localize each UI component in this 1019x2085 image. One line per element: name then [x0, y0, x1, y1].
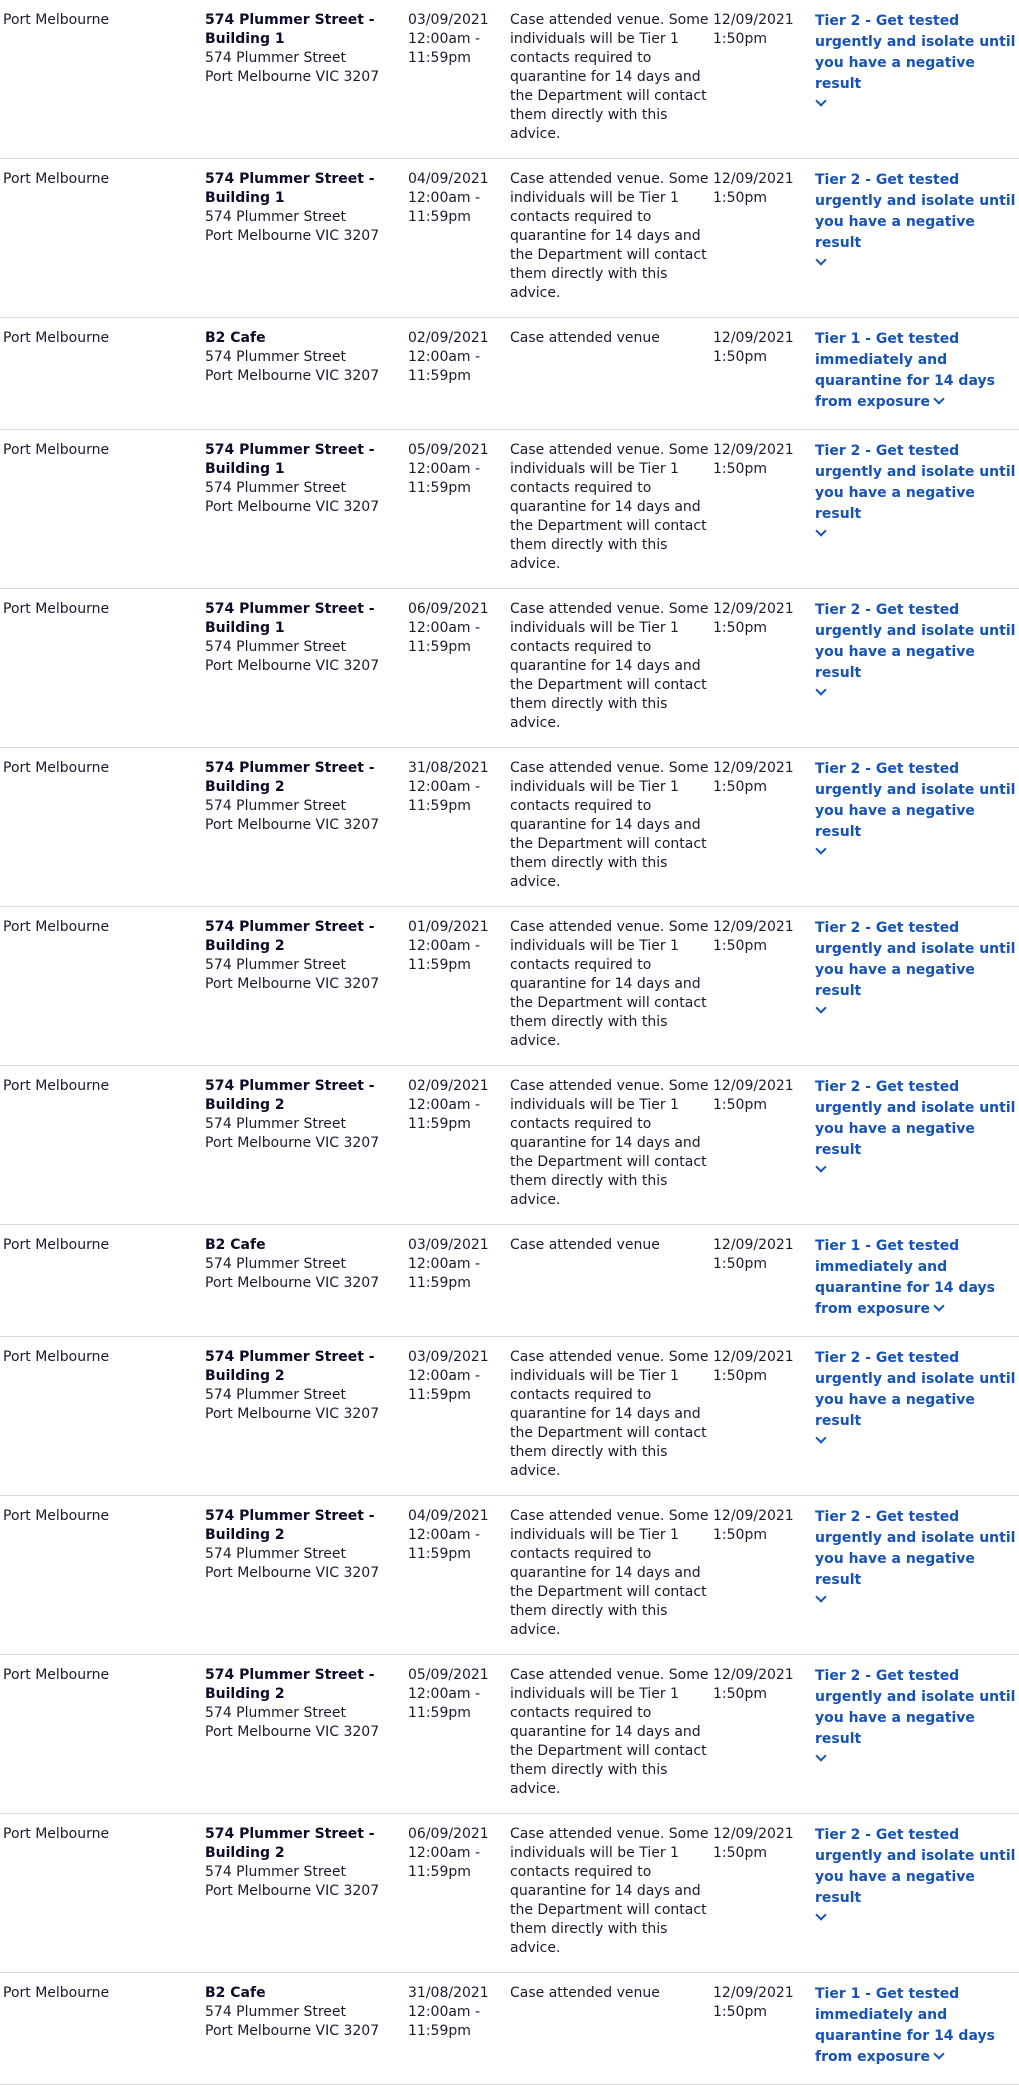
notes-cell	[510, 11, 713, 144]
health-advice-cell	[815, 1348, 1019, 1442]
suburb-cell	[0, 759, 205, 778]
table-row	[0, 1337, 1019, 1496]
site-address-suburb: Port Melbourne VIC 3207	[205, 2023, 380, 2039]
exposure-time: 12:00am - 11:59pm	[408, 1686, 481, 1721]
notes-cell	[510, 1507, 713, 1640]
suburb-text: Port Melbourne	[3, 1508, 110, 1524]
added-cell	[713, 170, 815, 208]
site-cell	[205, 1666, 408, 1742]
added-time: 1:50pm	[713, 2004, 767, 2020]
health-advice-cell	[815, 1666, 1019, 1760]
notes-cell	[510, 170, 713, 303]
notes-text: Case attended venue	[510, 1985, 660, 2001]
notes-text: Case attended venue. Some individuals will be Tier 1 contacts required to quarantine for 14 days and the Department will contact them directly with this advice.	[510, 1508, 709, 1638]
site-cell	[205, 1077, 408, 1153]
exposure-date: 02/09/2021	[408, 1078, 489, 1094]
site-cell	[205, 759, 408, 835]
site-title: 574 Plummer Street - Building 1	[205, 12, 375, 47]
added-cell	[713, 1666, 815, 1704]
health-advice-text: Tier 2 - Get tested urgently and isolate until you have a negative result	[815, 1668, 1016, 1747]
exposure-date: 05/09/2021	[408, 442, 489, 458]
health-advice-cell	[815, 759, 1019, 853]
health-advice-cell	[815, 441, 1019, 535]
site-address-street: 574 Plummer Street	[205, 639, 347, 655]
added-time: 1:50pm	[713, 1845, 767, 1861]
chevron-down-icon[interactable]	[933, 2048, 944, 2059]
health-advice-cell	[815, 329, 1019, 413]
health-advice-cell	[815, 600, 1019, 694]
exposure-period-cell	[408, 11, 510, 68]
notes-text: Case attended venue. Some individuals will be Tier 1 contacts required to quarantine for 14 days and the Department will contact them directly with this advice.	[510, 601, 709, 731]
notes-text: Case attended venue. Some individuals will be Tier 1 contacts required to quarantine for 14 days and the Department will contact them directly with this advice.	[510, 919, 709, 1049]
site-address-street: 574 Plummer Street	[205, 2004, 347, 2020]
notes-cell	[510, 759, 713, 892]
added-date: 12/09/2021	[713, 1826, 794, 1842]
added-cell	[713, 1507, 815, 1545]
site-cell	[205, 441, 408, 517]
table-row	[0, 1814, 1019, 1973]
exposure-period-cell	[408, 1077, 510, 1134]
exposure-period-cell	[408, 600, 510, 657]
added-date: 12/09/2021	[713, 12, 794, 28]
exposure-date: 06/09/2021	[408, 1826, 489, 1842]
site-address-suburb: Port Melbourne VIC 3207	[205, 228, 380, 244]
added-date: 12/09/2021	[713, 760, 794, 776]
chevron-down-icon[interactable]	[815, 1432, 826, 1443]
exposure-time: 12:00am - 11:59pm	[408, 1368, 481, 1403]
added-time: 1:50pm	[713, 1686, 767, 1702]
table-row	[0, 430, 1019, 589]
added-time: 1:50pm	[713, 1368, 767, 1384]
exposure-time: 12:00am - 11:59pm	[408, 1845, 481, 1880]
site-cell	[205, 170, 408, 246]
added-date: 12/09/2021	[713, 1508, 794, 1524]
table-row	[0, 1225, 1019, 1337]
site-address-suburb: Port Melbourne VIC 3207	[205, 1883, 380, 1899]
suburb-text: Port Melbourne	[3, 12, 110, 28]
health-advice-cell	[815, 1077, 1019, 1171]
added-time: 1:50pm	[713, 1256, 767, 1272]
site-address-street: 574 Plummer Street	[205, 1864, 347, 1880]
added-time: 1:50pm	[713, 938, 767, 954]
exposure-date: 06/09/2021	[408, 601, 489, 617]
notes-text: Case attended venue. Some individuals will be Tier 1 contacts required to quarantine for 14 days and the Department will contact them directly with this advice.	[510, 1826, 709, 1956]
added-date: 12/09/2021	[713, 601, 794, 617]
health-advice-text: Tier 1 - Get tested immediately and quarantine for 14 days from exposure	[815, 331, 995, 410]
exposure-time: 12:00am - 11:59pm	[408, 190, 481, 225]
site-cell	[205, 918, 408, 994]
chevron-down-icon[interactable]	[933, 1300, 944, 1311]
exposure-date: 03/09/2021	[408, 1237, 489, 1253]
exposure-period-cell	[408, 1236, 510, 1293]
health-advice-text: Tier 2 - Get tested urgently and isolate until you have a negative result	[815, 443, 1016, 522]
notes-cell	[510, 1348, 713, 1481]
exposure-period-cell	[408, 1666, 510, 1723]
site-title: 574 Plummer Street - Building 1	[205, 442, 375, 477]
health-advice-text: Tier 2 - Get tested urgently and isolate until you have a negative result	[815, 602, 1016, 681]
exposure-period-cell	[408, 1825, 510, 1882]
added-date: 12/09/2021	[713, 1985, 794, 2001]
notes-cell	[510, 1825, 713, 1958]
suburb-text: Port Melbourne	[3, 1985, 110, 2001]
exposure-period-cell	[408, 1984, 510, 2041]
site-address-street: 574 Plummer Street	[205, 798, 347, 814]
added-time: 1:50pm	[713, 1527, 767, 1543]
site-address-street: 574 Plummer Street	[205, 1387, 347, 1403]
site-address-street: 574 Plummer Street	[205, 209, 347, 225]
added-time: 1:50pm	[713, 620, 767, 636]
suburb-cell	[0, 600, 205, 619]
table-row	[0, 589, 1019, 748]
added-date: 12/09/2021	[713, 442, 794, 458]
notes-cell	[510, 918, 713, 1051]
site-title: 574 Plummer Street - Building 2	[205, 760, 375, 795]
suburb-cell	[0, 1077, 205, 1096]
exposure-date: 31/08/2021	[408, 1985, 489, 2001]
suburb-text: Port Melbourne	[3, 1826, 110, 1842]
notes-text: Case attended venue. Some individuals will be Tier 1 contacts required to quarantine for 14 days and the Department will contact them directly with this advice.	[510, 1349, 709, 1479]
site-title: 574 Plummer Street - Building 2	[205, 1508, 375, 1543]
health-advice-cell	[815, 11, 1019, 105]
health-advice-link[interactable]	[815, 1666, 1019, 1760]
health-advice-link[interactable]	[815, 1984, 1019, 2068]
exposure-time: 12:00am - 11:59pm	[408, 938, 481, 973]
added-cell	[713, 1348, 815, 1386]
table-row	[0, 907, 1019, 1066]
site-cell	[205, 1984, 408, 2041]
suburb-cell	[0, 1984, 205, 2003]
site-address-suburb: Port Melbourne VIC 3207	[205, 658, 380, 674]
suburb-text: Port Melbourne	[3, 330, 110, 346]
added-time: 1:50pm	[713, 779, 767, 795]
site-address-street: 574 Plummer Street	[205, 957, 347, 973]
added-date: 12/09/2021	[713, 1349, 794, 1365]
suburb-text: Port Melbourne	[3, 171, 110, 187]
exposure-time: 12:00am - 11:59pm	[408, 620, 481, 655]
added-cell	[713, 1236, 815, 1274]
added-date: 12/09/2021	[713, 1078, 794, 1094]
site-address-suburb: Port Melbourne VIC 3207	[205, 1565, 380, 1581]
added-date: 12/09/2021	[713, 1237, 794, 1253]
exposure-time: 12:00am - 11:59pm	[408, 2004, 481, 2039]
site-cell	[205, 1825, 408, 1901]
site-title: 574 Plummer Street - Building 2	[205, 1078, 375, 1113]
health-advice-text: Tier 2 - Get tested urgently and isolate until you have a negative result	[815, 1079, 1016, 1158]
chevron-down-icon[interactable]	[815, 1909, 826, 1920]
site-address-suburb: Port Melbourne VIC 3207	[205, 1724, 380, 1740]
site-cell	[205, 1348, 408, 1424]
added-cell	[713, 1984, 815, 2022]
site-address-street: 574 Plummer Street	[205, 480, 347, 496]
notes-cell	[510, 1666, 713, 1799]
added-time: 1:50pm	[713, 31, 767, 47]
health-advice-link[interactable]	[815, 11, 1019, 105]
health-advice-link[interactable]	[815, 600, 1019, 694]
health-advice-text: Tier 2 - Get tested urgently and isolate until you have a negative result	[815, 1827, 1016, 1906]
chevron-down-icon[interactable]	[933, 393, 944, 404]
added-cell	[713, 600, 815, 638]
exposure-date: 01/09/2021	[408, 919, 489, 935]
site-address-suburb: Port Melbourne VIC 3207	[205, 69, 380, 85]
site-address-street: 574 Plummer Street	[205, 1546, 347, 1562]
health-advice-text: Tier 2 - Get tested urgently and isolate until you have a negative result	[815, 13, 1016, 92]
health-advice-link[interactable]	[815, 329, 1019, 413]
site-title: B2 Cafe	[205, 330, 266, 346]
site-address-suburb: Port Melbourne VIC 3207	[205, 368, 380, 384]
suburb-text: Port Melbourne	[3, 919, 110, 935]
site-address-street: 574 Plummer Street	[205, 1705, 347, 1721]
site-address-suburb: Port Melbourne VIC 3207	[205, 817, 380, 833]
health-advice-cell	[815, 170, 1019, 264]
site-cell	[205, 1236, 408, 1293]
site-cell	[205, 11, 408, 87]
health-advice-text: Tier 1 - Get tested immediately and quarantine for 14 days from exposure	[815, 1986, 995, 2065]
health-advice-cell	[815, 918, 1019, 1012]
notes-text: Case attended venue. Some individuals will be Tier 1 contacts required to quarantine for 14 days and the Department will contact them directly with this advice.	[510, 760, 709, 890]
exposure-period-cell	[408, 759, 510, 816]
suburb-text: Port Melbourne	[3, 1078, 110, 1094]
added-date: 12/09/2021	[713, 919, 794, 935]
health-advice-text: Tier 2 - Get tested urgently and isolate until you have a negative result	[815, 920, 1016, 999]
exposure-time: 12:00am - 11:59pm	[408, 1256, 481, 1291]
notes-cell	[510, 600, 713, 733]
health-advice-link[interactable]	[815, 1348, 1019, 1442]
health-advice-link[interactable]	[815, 918, 1019, 1012]
health-advice-link[interactable]	[815, 1507, 1019, 1601]
site-title: B2 Cafe	[205, 1985, 266, 2001]
health-advice-link[interactable]	[815, 1825, 1019, 1919]
exposure-date: 02/09/2021	[408, 330, 489, 346]
exposure-date: 03/09/2021	[408, 1349, 489, 1365]
site-cell	[205, 600, 408, 676]
added-date: 12/09/2021	[713, 171, 794, 187]
added-time: 1:50pm	[713, 461, 767, 477]
suburb-cell	[0, 11, 205, 30]
exposure-time: 12:00am - 11:59pm	[408, 779, 481, 814]
site-address-suburb: Port Melbourne VIC 3207	[205, 1406, 380, 1422]
site-title: 574 Plummer Street - Building 2	[205, 919, 375, 954]
exposure-time: 12:00am - 11:59pm	[408, 31, 481, 66]
added-date: 12/09/2021	[713, 330, 794, 346]
health-advice-cell	[815, 1236, 1019, 1320]
exposure-date: 04/09/2021	[408, 171, 489, 187]
site-title: 574 Plummer Street - Building 2	[205, 1349, 375, 1384]
added-cell	[713, 918, 815, 956]
notes-text: Case attended venue. Some individuals will be Tier 1 contacts required to quarantine for 14 days and the Department will contact them directly with this advice.	[510, 1078, 709, 1208]
table-row	[0, 1496, 1019, 1655]
chevron-down-icon[interactable]	[815, 843, 826, 854]
added-time: 1:50pm	[713, 190, 767, 206]
added-time: 1:50pm	[713, 349, 767, 365]
exposure-date: 05/09/2021	[408, 1667, 489, 1683]
suburb-text: Port Melbourne	[3, 1667, 110, 1683]
notes-cell	[510, 441, 713, 574]
chevron-down-icon[interactable]	[815, 254, 826, 265]
health-advice-text: Tier 2 - Get tested urgently and isolate until you have a negative result	[815, 1509, 1016, 1588]
health-advice-cell	[815, 1984, 1019, 2068]
exposure-time: 12:00am - 11:59pm	[408, 1527, 481, 1562]
site-address-suburb: Port Melbourne VIC 3207	[205, 499, 380, 515]
health-advice-link[interactable]	[815, 759, 1019, 853]
site-cell	[205, 329, 408, 386]
health-advice-link[interactable]	[815, 1236, 1019, 1320]
notes-cell	[510, 329, 713, 348]
suburb-cell	[0, 918, 205, 937]
site-address-suburb: Port Melbourne VIC 3207	[205, 1135, 380, 1151]
suburb-cell	[0, 441, 205, 460]
chevron-down-icon[interactable]	[815, 1750, 826, 1761]
exposure-period-cell	[408, 1507, 510, 1564]
suburb-cell	[0, 1825, 205, 1844]
health-advice-text: Tier 1 - Get tested immediately and quarantine for 14 days from exposure	[815, 1238, 995, 1317]
health-advice-link[interactable]	[815, 441, 1019, 535]
notes-text: Case attended venue. Some individuals will be Tier 1 contacts required to quarantine for 14 days and the Department will contact them directly with this advice.	[510, 12, 709, 142]
table-row	[0, 0, 1019, 159]
site-cell	[205, 1507, 408, 1583]
notes-text: Case attended venue	[510, 1237, 660, 1253]
suburb-text: Port Melbourne	[3, 1237, 110, 1253]
exposure-period-cell	[408, 918, 510, 975]
health-advice-link[interactable]	[815, 1077, 1019, 1171]
exposure-time: 12:00am - 11:59pm	[408, 461, 481, 496]
exposure-date: 03/09/2021	[408, 12, 489, 28]
chevron-down-icon[interactable]	[815, 684, 826, 695]
health-advice-text: Tier 2 - Get tested urgently and isolate until you have a negative result	[815, 761, 1016, 840]
suburb-text: Port Melbourne	[3, 442, 110, 458]
health-advice-text: Tier 2 - Get tested urgently and isolate until you have a negative result	[815, 1350, 1016, 1429]
table-row	[0, 748, 1019, 907]
health-advice-text: Tier 2 - Get tested urgently and isolate until you have a negative result	[815, 172, 1016, 251]
added-cell	[713, 1077, 815, 1115]
added-cell	[713, 329, 815, 367]
chevron-down-icon[interactable]	[815, 1002, 826, 1013]
exposure-date: 31/08/2021	[408, 760, 489, 776]
exposure-time: 12:00am - 11:59pm	[408, 349, 481, 384]
notes-text: Case attended venue. Some individuals will be Tier 1 contacts required to quarantine for 14 days and the Department will contact them directly with this advice.	[510, 442, 709, 572]
table-row	[0, 159, 1019, 318]
chevron-down-icon[interactable]	[815, 95, 826, 106]
added-time: 1:50pm	[713, 1097, 767, 1113]
exposure-time: 12:00am - 11:59pm	[408, 1097, 481, 1132]
suburb-cell	[0, 1348, 205, 1367]
suburb-cell	[0, 1236, 205, 1255]
chevron-down-icon[interactable]	[815, 1161, 826, 1172]
suburb-text: Port Melbourne	[3, 1349, 110, 1365]
exposure-period-cell	[408, 1348, 510, 1405]
added-cell	[713, 1825, 815, 1863]
exposure-period-cell	[408, 329, 510, 386]
site-address-street: 574 Plummer Street	[205, 349, 347, 365]
chevron-down-icon[interactable]	[815, 1591, 826, 1602]
exposure-date: 04/09/2021	[408, 1508, 489, 1524]
notes-text: Case attended venue. Some individuals will be Tier 1 contacts required to quarantine for 14 days and the Department will contact them directly with this advice.	[510, 171, 709, 301]
site-address-suburb: Port Melbourne VIC 3207	[205, 976, 380, 992]
added-cell	[713, 11, 815, 49]
notes-cell	[510, 1984, 713, 2003]
suburb-text: Port Melbourne	[3, 760, 110, 776]
exposure-period-cell	[408, 441, 510, 498]
suburb-text: Port Melbourne	[3, 601, 110, 617]
health-advice-link[interactable]	[815, 170, 1019, 264]
table-row	[0, 1973, 1019, 2085]
site-address-street: 574 Plummer Street	[205, 1256, 347, 1272]
site-title: 574 Plummer Street - Building 1	[205, 601, 375, 636]
notes-text: Case attended venue	[510, 330, 660, 346]
suburb-cell	[0, 1507, 205, 1526]
site-title: 574 Plummer Street - Building 2	[205, 1826, 375, 1861]
site-title: 574 Plummer Street - Building 2	[205, 1667, 375, 1702]
table-row	[0, 1655, 1019, 1814]
added-cell	[713, 441, 815, 479]
added-cell	[713, 759, 815, 797]
suburb-cell	[0, 170, 205, 189]
notes-cell	[510, 1077, 713, 1210]
exposure-period-cell	[408, 170, 510, 227]
site-title: 574 Plummer Street - Building 1	[205, 171, 375, 206]
site-address-street: 574 Plummer Street	[205, 1116, 347, 1132]
notes-cell	[510, 1236, 713, 1255]
table-row	[0, 1066, 1019, 1225]
health-advice-cell	[815, 1507, 1019, 1601]
site-title: B2 Cafe	[205, 1237, 266, 1253]
notes-text: Case attended venue. Some individuals will be Tier 1 contacts required to quarantine for 14 days and the Department will contact them directly with this advice.	[510, 1667, 709, 1797]
suburb-cell	[0, 1666, 205, 1685]
health-advice-cell	[815, 1825, 1019, 1919]
site-address-street: 574 Plummer Street	[205, 50, 347, 66]
chevron-down-icon[interactable]	[815, 525, 826, 536]
added-date: 12/09/2021	[713, 1667, 794, 1683]
table-row	[0, 318, 1019, 430]
suburb-cell	[0, 329, 205, 348]
site-address-suburb: Port Melbourne VIC 3207	[205, 1275, 380, 1291]
